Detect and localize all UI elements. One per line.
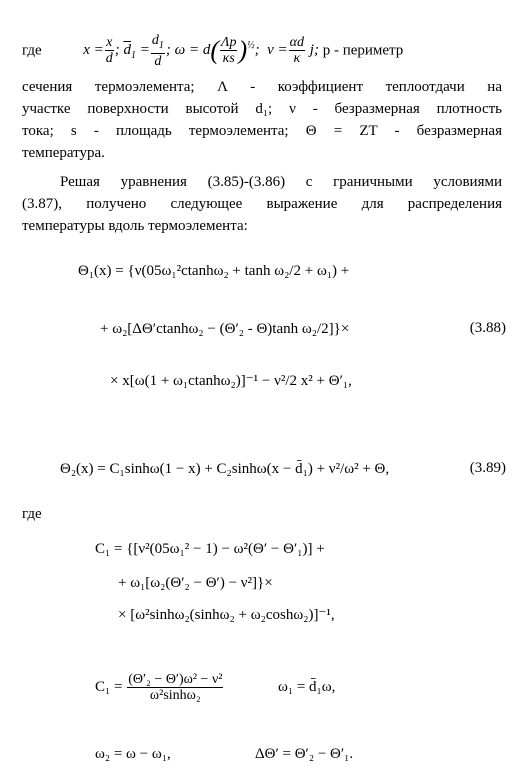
intro-tail: p - периметр xyxy=(322,42,404,59)
para1-line-2: участке поверхности высотой d₁; ν - безразмерная плотность xyxy=(22,101,502,117)
c1alt-lhs: C₁ = xyxy=(95,679,123,695)
eq389-text: Θ₂(x) = C₁sinhω(1 − x) + C₂sinhω(x − d̄₁) + ν²/ω² + Θ, xyxy=(60,461,390,477)
last-dtheta: ΔΘ′ = Θ′₂ − Θ′₁. xyxy=(255,746,354,762)
c1alt-numerator: (Θ′₂ − Θ′)ω² − ν² xyxy=(128,672,223,687)
intro-definitions: x = $\frac{x}{d}$ ; $\overline{d}_1$ = $\frac{d_1}{d}$ ; ω = d( $\frac{\Lambda p}{\kappa s}$ )$^{\frac{1}{2}}$; ν = $\frac{\alpha d}{\kappa}$ j; xyxy=(83,33,323,69)
c1alt-fraction xyxy=(127,672,223,703)
eq388-line3: × x[ω(1 + ω₁ctanhω₂)]⁻¹ − ν²/2 x² + Θ′₁, xyxy=(110,373,352,389)
intro-word-gde: где xyxy=(22,42,42,59)
para2-line-2: (3.87), получено следующее выражение для распределения xyxy=(22,196,502,212)
c1alt-denominator: ω²sinhω₂ xyxy=(149,688,201,703)
para1-line-4: температура. xyxy=(22,145,105,161)
eq388-line1: Θ₁(x) = {ν(05ω₁²ctanhω₂ + tanh ω₂/2 + ω₁) + xyxy=(78,263,350,279)
eq389-number: (3.89) xyxy=(469,460,506,476)
c1-line2: + ω₁[ω₂(Θ′₂ − Θ′) − ν²]}× xyxy=(118,575,273,591)
where-word: где xyxy=(22,506,42,522)
eq388-number: (3.88) xyxy=(469,320,506,336)
last-omega2: ω₂ = ω − ω₁, xyxy=(95,746,171,762)
intro-line xyxy=(22,33,512,69)
para2-line-1: Решая уравнения (3.85)-(3.86) с граничными условиями xyxy=(60,174,502,190)
c1-line1: C₁ = {[ν²(05ω₁² − 1) − ω²(Θ′ − Θ′₁)] + xyxy=(95,541,325,557)
para1-line-1: сечения термоэлемента; Λ - коэффициент теплоотдачи на xyxy=(22,79,502,95)
para2-line-3: температуры вдоль термоэлемента: xyxy=(22,218,248,234)
equation-c1-alt xyxy=(95,672,335,703)
eq388-line2: + ω₂[ΔΘ′ctanhω₂ − (Θ′₂ - Θ)tanh ω₂/2]}× xyxy=(100,321,350,337)
c1alt-omega1: ω₁ = d̄₁ω, xyxy=(277,679,336,695)
c1-line3: × [ω²sinhω₂(sinhω₂ + ω₂coshω₂)]⁻¹, xyxy=(118,607,335,623)
para1-line-3: тока; s - площадь термоэлемента; Θ = ZT - безразмерная xyxy=(22,123,502,139)
